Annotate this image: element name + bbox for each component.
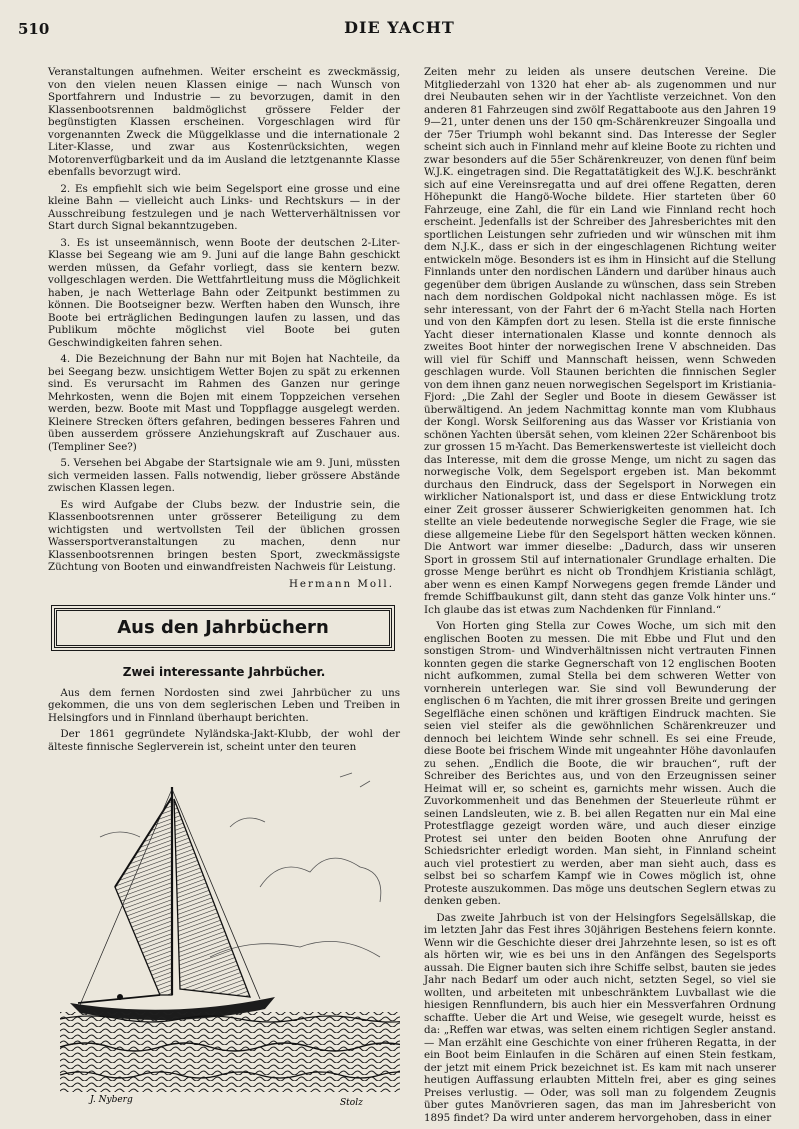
paragraph: 2. Es empfiehlt sich wie beim Segelsport eine grosse und eine kleine Bahn — vielleicht auch Links- und Rechtskurs — in der Ausschreibung festzulegen und je nach Wetterverhältnissen vor Start durch Signal bekanntzugeben. — [48, 182, 400, 232]
paragraph: Es wird Aufgabe der Clubs bezw. der Industrie sein, die Klassenbootsrennen unter grösserer Beteiligung zu dem wichtigsten und wertvollsten Teil der üblichen grossen Wassersportveranstaltungen zu machen, denn nur Klassenbootsrennen bringen besten Sport, zweckmässigste Züchtung von Booten und einwandfreisten Nachweis für Leistung. — [48, 498, 400, 573]
section-title-box — [54, 608, 392, 648]
mainsail — [115, 797, 172, 995]
paragraph: Das zweite Jahrbuch ist von der Helsingfors Segelsällskap, die im letzten Jahr das Fest ihres 30jährigen Bestehens feiern konnte. Wenn wir die Geschichte dieser drei Jahrzehnte lesen, so ist es oft als hörten wir, wie es bei uns in den Anfängen des Segelsports aussah. Die Eigner bauten sich ihre Schiffe selbst, bauten sie jedes Jahr nach Bedarf um oder auch nicht, setzten Segel, so viel sie wollten, und arbeiteten mit unbeschränktem Luvballast wie die hiesigen Rennflundern, bis auch hier ein Messverfahren Ordnung schaffte. Ueber die Art und Weise, wie gesegelt wurde, heisst es da: „Reffen war etwas, was selten einem richtigen Segler anstand. — Man erzählt eine Geschichte von einer früheren Regatta, in der ein Boot beim Einlaufen in die Schären auf einen Stein festkam, der jetzt mit einem Prick bezeichnet ist. Es kam mit nach unserer heutigen Auffassung erlaubten Mitteln frei, aber es ging seines Preises verlustig. — Oder, was soll man zu folgendem Zeugnis über gutes Manövrieren sagen, das man im Jahresbericht von 1895 findet? Da wird unter anderem hervorgehoben, dass in einer — [424, 911, 776, 1124]
sailboat-illustration — [60, 757, 400, 1112]
paragraph: 4. Die Bezeichnung der Bahn nur mit Bojen hat Nachteile, da bei Seegang bezw. unsichtigem Wetter Bojen zu spät zu erkennen sind. Es verursacht im Rahmen des Ganzen nur geringe Mehrkosten, wenn die Bojen mit einem Toppzeichen versehen werden, bezw. Boote mit Mast und Toppflagge ausgelegt werden. Kleinere Strecken öfters gefahren, bedingen besseres Fahren und üben ausserdem grössere Anziehungskraft auf Zuschauer aus. (Templiner See?) — [48, 353, 400, 453]
paragraph: Veranstaltungen aufnehmen. Weiter erscheint es zweckmässig, von den vielen neuen Klassen einige — nach Wunsch von Sportfahrern und Industrie — zu bevorzugen, damit in den Klassenbootsrennen baldmöglichst grössere Felder der begünstigten Klassen erscheinen. Vorgeschlagen wird für vorgenannten Zweck die Müggelklasse und die internationale 2 Liter-Klasse, und zwar aus Kostenrücksichten, wegen Motorenverfügbarkeit und da im Ausland die letztgenannte Klasse ebenfalls bevorzugt wird. — [48, 66, 400, 178]
paragraph: Von Horten ging Stella zur Cowes Woche, um sich mit den englischen Booten zu messen. Die mit Ebbe und Flut und den sonstigen Strom- und Windverhältnissen nicht vertrauten Finnen konnten gegen die starke Gegnerschaft von 12 englischen Booten nicht aufkommen, zumal Stella bei dem schweren Wetter von vornherein unterlegen war. Sie sind voll Bewunderung der englischen 6 m Yachten, die mit ihrer grossen Breite und geringen Segelfläche einen schönen und kräftigen Eindruck machten. Sie seien viel steifer als die gewöhnlichen Schärenkreuzer und dennoch bei leichtem Winde sehr schnell. Es sei eine Freude, diese Boote bei frischem Winde mit ungeahnter Höhe davonlaufen zu sehen. „Endlich die Boote, die wir brauchen“, ruft der Schreiber des Berichtes aus, und von den Erzeugnissen seiner Heimat will er, so scheint es, garnichts mehr wissen. Auch die Zuvorkommenheit und das Benehmen der Steuerleute rühmt er seinen Landsleuten, wie z. B. bei allen Regatten nur ein Mal eine Protestflagge gezeigt worden wäre, und auch dieser einzige Protest sei unter den beiden Booten ohne Anrufung der Schiedsrichter erledigt worden. Man sieht, in Finnland scheint auch viel protestiert zu werden, aber man sieht auch, dass es selbst bei so scharfem Kampf wie in Cowes möglich ist, ohne Proteste auszukommen. Das möge uns deutschen Seglern etwas zu denken geben. — [424, 620, 776, 907]
sailboat-drawing — [60, 757, 400, 1112]
paragraph: 5. Versehen bei Abgabe der Startsignale wie am 9. Juni, müssten sich vermeiden lassen. Falls notwendig, lieber grössere Abstände zwischen Klassen legen. — [48, 457, 400, 494]
article-title: Zwei interessante Jahrbücher. — [122, 665, 326, 679]
section-title: Aus den Jahrbüchern — [117, 616, 329, 638]
paragraph: Der 1861 gegründete Nyländska-Jakt-Klubb, der wohl der älteste finnische Seglerverein ist, scheint unter den teuren — [48, 728, 400, 753]
paragraph: Zeiten mehr zu leiden als unsere deutschen Vereine. Die Mitgliederzahl von 1320 hat eher ab- als zugenommen und nur drei Neubauten sehen wir in der Yachtliste verzeichnet. Von den anderen 81 Fahrzeugen sind zwölf Regattaboote aus den Jahren 19 9—21, unter denen uns der 150 qm-Schärenkreuzer Singoalla und der 75er Triumph wohl bekannt sind. Das Interesse der Segler scheint sich auch in Finnland mehr auf kleine Boote zu richten und zwar besonders auf die 55er Schärenkreuzer, von denen fünf beim W.J.K. eingetragen sind. Die Regattatätigkeit des W.J.K. beschränkt sich auf eine Vereinsregatta und auf drei offene Regatten, deren Höhepunkt die Hangö-Woche bildete. Hier starteten über 60 Fahrzeuge, eine Zahl, die für ein Land wie Finnland recht hoch erscheint. Jedenfalls ist der Schreiber des Jahresberichtes mit den sportlichen Leistungen sehr zufrieden und wir wünschen mit ihm dem N.J.K., dass er sich in der eingeschlagenen Richtung weiter entwickeln möge. Besonders ist es ihm in Hinsicht auf die Stellung Finnlands unter den nordischen Ländern und darüber hinaus auch gegenüber dem übrigen Auslande zu wünschen, dass sein Streben nach dem nordischen Goldpokal nicht nachlassen möge. Es ist sehr interessant, von der Fahrt der 6 m-Yacht Stella nach Horten und von den Kämpfen dort zu lesen. Stella ist die erste finnische Yacht dieser internationalen Klasse und konnte dennoch als zweites Boot hinter der norwegischen Irene V abschneiden. Das will viel für Schiff und Mannschaft heissen, wenn Schweden geschlagen wurde. Voll Staunen berichten die finnischen Segler von dem ihnen ganz neuen norwegischen Segelsport im Kristiania-Fjord: „Die Zahl der Segler und Boote in diesem Gewässer ist überwältigend. An jedem Nachmittag konnte man vom Klubhaus der Kongl. Worsk Seilforening aus das Wasser vor Kristiania von schönen Yachten übersät sehen, vom kleinen 22er Schärenboot bis zur grossen 15 m-Yacht. Das Bemerkenswerteste ist vielleicht doch das Interesse, mit dem die grosse Menge, um nicht zu sagen das norwegische Volk, dem Segelsport ergeben ist. Man bekommt durchaus den Eindruck, dass der Segelsport in Norwegen ein wirklicher Nationalsport ist, und dass er diese Entwicklung trotz einer Zeit grosser äusserer Schwierigkeiten genommen hat. Ich stellte an viele bedeutende norwegische Segler die Frage, wie sie diese allgemeine Liebe für den Segelsport hätten wecken können. Die Antwort war immer dieselbe: „Dadurch, dass wir unseren Sport in grossem Stil auf internationaler Grundlage erhalten. Die grosse Menge berührt es nicht ob Trondhjem Kristiania schlägt, aber wenn es einen Kampf Norwegens gegen fremde Länder und fremde Schiffbaukunst gilt, dann steht das ganze Volk hinter uns.“ Ich glaube das ist etwas zum Nachdenken für Finnland.“ — [424, 66, 776, 616]
right-column — [424, 66, 776, 1128]
page-title: DIE YACHT — [344, 18, 455, 37]
paragraph: 3. Es ist unseemännisch, wenn Boote der deutschen 2-Liter-Klasse bei Segeang wie am 9. Juni auf die lange Bahn geschickt werden müssen, da Gefahr vorliegt, dass sie kentern bezw. vollgeschlagen werden. Die Wettfahrtleitung muss die Möglichkeit haben, je nach Wetterlage Bahn oder Zeitpunkt bestimmen zu können. Die Bootseigner bezw. Werften haben den Wunsch, ihre Boote bei erträglichen Bedingungen laufen zu lassen, und das Publikum möchte möglichst viel Boote bei guten Geschwindigkeiten fahren sehen. — [48, 236, 400, 349]
paragraph: Aus dem fernen Nordosten sind zwei Jahrbücher zu uns gekommen, die uns von dem seglerischen Leben und Treiben in Helsingfors und in Finnland überhaupt berichten. — [48, 686, 400, 724]
engraver-signature: Stolz — [340, 1098, 363, 1108]
jib — [174, 799, 250, 997]
author-signature: Hermann Moll. — [288, 577, 394, 590]
page-number: 510 — [18, 20, 50, 38]
left-column — [48, 66, 400, 1112]
sea — [60, 1012, 400, 1092]
illustrator-signature: J. Nyberg — [90, 1095, 133, 1105]
